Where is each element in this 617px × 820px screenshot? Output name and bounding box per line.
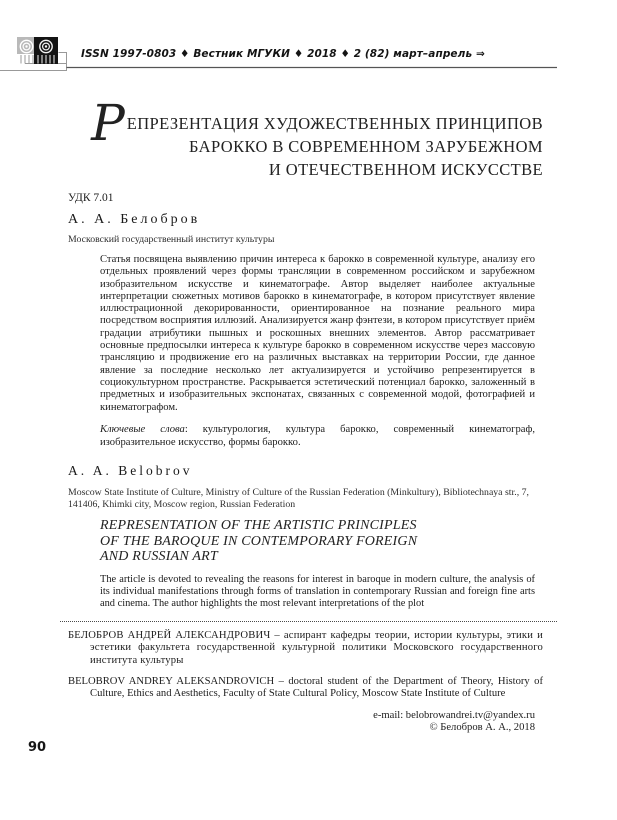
copyright-line: © Белобров А. А., 2018 (429, 722, 535, 734)
keywords-label-ru: Ключевые слова (100, 424, 185, 436)
affiliation-ru: Московский государственный институт культуры (68, 234, 275, 245)
title-drop-cap: Р (91, 94, 125, 152)
dotted-separator (60, 621, 557, 622)
keywords-ru (100, 424, 535, 449)
abstract-ru: Статья посвящена выявлению причин интереса к барокко в современной культуре, анализу его отдельных проявлений через формы трансляции в современном российском и зарубежном изобразительном искусстве и кинематографе. Автор выделяет наиболее актуальные интерпретации сюжетных мотивов барокко в кинематографе, в котором присутствует явление иллюстрационной декорированности, ориентированное на познание реального мира посредством восприятия иллюзий. Анализируется жанр фэнтези, в котором присутствует приём градации атрибутики пышных и роскошных внешних элементов. Автор рассматривает основные предпосылки интереса к культуре барокко в современном искусстве через массовую трансляцию и продвижение его на различных выставках на территории России, где данное явление за последние несколько лет актуализируется и устойчиво репрезентируется в социокультурном пространстве. Раскрывается эстетический потенциал барокко, заложенный в предметных и изобразительных экспонатах, связанных с современной модой, фотографией и кинематографом. (100, 254, 535, 413)
title-en-line-3: AND RUSSIAN ART (100, 549, 218, 565)
author-name-en: A. A. Belobrov (68, 463, 193, 479)
article-title-en (100, 518, 543, 565)
author-bio-en: BELOBROV ANDREY ALEKSANDROVICH – doctoral student of the Department of Theory, History of Culture, Ethics and Aesthetics, Faculty of State Cultural Policy, Moscow State Institute of Culture (68, 675, 543, 700)
author-bio-ru: БЕЛОБРОВ АНДРЕЙ АЛЕКСАНДРОВИЧ – аспирант кафедры теории, истории культуры, этики и эстетики факультета государственной культурной политики Московского государственного института культуры (68, 629, 543, 667)
title-ru-line-2: БАРОККО В СОВРЕМЕННОМ ЗАРУБЕЖНОМ (189, 137, 543, 156)
keywords-list-ru: : культурология, культура барокко, современный кинематограф, изобразительное искусство, формы барокко. (100, 424, 535, 448)
udc-code: УДК 7.01 (68, 192, 114, 204)
abstract-en: The article is devoted to revealing the reasons for interest in baroque in modern culture, the analysis of its individual manifestations through forms of translation in contemporary Russian and foreign fine arts and cinema. The author highlights the most relevant interpretations of the plot (100, 573, 535, 610)
title-ru-line-1-text: ЕПРЕЗЕНТАЦИЯ ХУДОЖЕСТВЕННЫХ ПРИНЦИПОВ (126, 114, 543, 133)
journal-running-head: ISSN 1997-0803 ♦ Вестник МГУКИ ♦ 2018 ♦ 2 (82) март–апрель ⇒ (81, 48, 485, 60)
article-content (68, 0, 543, 735)
title-en-line-2: OF THE BAROQUE IN CONTEMPORARY FOREIGN (100, 533, 418, 549)
author-name-ru: А. А. Белобров (68, 212, 201, 227)
affiliation-en: Moscow State Institute of Culture, Ministry of Culture of the Russian Federation (Minkultury), Bibliotechnaya str., 7, 141406, Khimki city, Moscow region, Russian Federation (68, 487, 529, 510)
title-en-line-1: REPRESENTATION OF THE ARTISTIC PRINCIPLES (100, 518, 417, 534)
signature-block (68, 710, 535, 735)
title-ru-line-3: И ОТЕЧЕСТВЕННОМ ИСКУССТВЕ (268, 160, 543, 179)
email-line: e-mail: belobrowandrei.tv@yandex.ru (373, 709, 535, 721)
article-title-ru (68, 94, 543, 181)
page-number: 90 (28, 740, 47, 755)
ionic-capital-logo-icon (17, 37, 58, 64)
